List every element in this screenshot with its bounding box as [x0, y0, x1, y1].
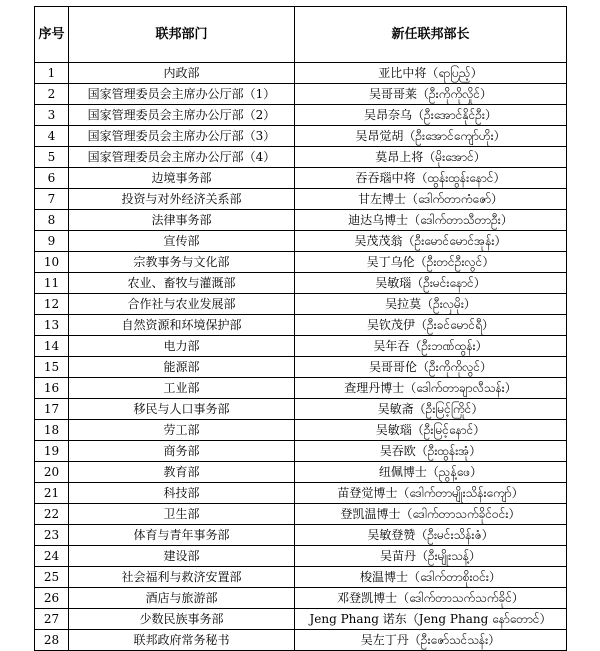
- table-row: [35, 336, 567, 357]
- minister-cell: 迪达乌博士（ဒေါက်တာသီတာဦး）: [295, 210, 567, 231]
- row-number: 10: [35, 252, 69, 273]
- header-department: 联邦部门: [69, 7, 295, 63]
- department-cell: 科技部: [69, 483, 295, 504]
- row-number: 15: [35, 357, 69, 378]
- minister-cell: 吴哥哥莱（ဦးကိုကိုလှိုင်）: [295, 84, 567, 105]
- department-cell: 移民与人口事务部: [69, 399, 295, 420]
- minister-cell: 吴昂觉胡（ဦးအောင်ကျော်ဟိုး）: [295, 126, 567, 147]
- row-number: 27: [35, 609, 69, 630]
- table-row: [35, 105, 567, 126]
- department-cell: 教育部: [69, 462, 295, 483]
- department-cell: 国家管理委员会主席办公厅部（2）: [69, 105, 295, 126]
- table-row: [35, 210, 567, 231]
- ministers-table: [34, 6, 567, 651]
- minister-cell: 吞吞瑙中将（ထွန်းထွန်းနောင်）: [295, 168, 567, 189]
- table-row: [35, 546, 567, 567]
- minister-cell: 吴吞欧（ဦးထွန်းအုံ）: [295, 441, 567, 462]
- minister-cell: 吴丁乌伦（ဦးတင်ဦးလွင်）: [295, 252, 567, 273]
- table-header-row: [35, 7, 567, 63]
- ministers-table-container: [34, 6, 567, 651]
- table-row: [35, 252, 567, 273]
- table-row: [35, 420, 567, 441]
- row-number: 22: [35, 504, 69, 525]
- minister-cell: 吴敏瑙（ဦးမင်းနောင်）: [295, 273, 567, 294]
- department-cell: 能源部: [69, 357, 295, 378]
- department-cell: 自然资源和环境保护部: [69, 315, 295, 336]
- department-cell: 宗教事务与文化部: [69, 252, 295, 273]
- minister-cell: 吴敏斋（ဦးမြင့်ကြိုင်）: [295, 399, 567, 420]
- row-number: 14: [35, 336, 69, 357]
- department-cell: 农业、畜牧与灌溉部: [69, 273, 295, 294]
- minister-cell: 吴哥哥伦（ဦးကိုကိုလွင်）: [295, 357, 567, 378]
- row-number: 20: [35, 462, 69, 483]
- minister-cell: 莫昂上将（မိုးအောင်）: [295, 147, 567, 168]
- minister-cell: 吴昂奈乌（ဦးအောင်နိုင်ဦး）: [295, 105, 567, 126]
- table-row: [35, 147, 567, 168]
- table-row: [35, 378, 567, 399]
- minister-cell: 吴年吞（ဦးဘဏ်ထွန်း）: [295, 336, 567, 357]
- row-number: 12: [35, 294, 69, 315]
- row-number: 19: [35, 441, 69, 462]
- minister-cell: 纽佩博士（ညွန့်ဖေ）: [295, 462, 567, 483]
- row-number: 5: [35, 147, 69, 168]
- row-number: 8: [35, 210, 69, 231]
- department-cell: 体育与青年事务部: [69, 525, 295, 546]
- table-row: [35, 315, 567, 336]
- row-number: 13: [35, 315, 69, 336]
- table-row: [35, 231, 567, 252]
- table-row: [35, 588, 567, 609]
- department-cell: 边境事务部: [69, 168, 295, 189]
- department-cell: 宣传部: [69, 231, 295, 252]
- table-row: [35, 504, 567, 525]
- row-number: 24: [35, 546, 69, 567]
- row-number: 3: [35, 105, 69, 126]
- row-number: 17: [35, 399, 69, 420]
- department-cell: 国家管理委员会主席办公厅部（1）: [69, 84, 295, 105]
- department-cell: 联邦政府常务秘书: [69, 630, 295, 651]
- row-number: 16: [35, 378, 69, 399]
- row-number: 6: [35, 168, 69, 189]
- department-cell: 建设部: [69, 546, 295, 567]
- minister-cell: 甘左博士（ဒေါက်တာကံဇော်）: [295, 189, 567, 210]
- table-row: [35, 273, 567, 294]
- table-row: [35, 84, 567, 105]
- department-cell: 投资与对外经济关系部: [69, 189, 295, 210]
- table-row: [35, 168, 567, 189]
- table-row: [35, 126, 567, 147]
- table-row: [35, 441, 567, 462]
- row-number: 23: [35, 525, 69, 546]
- department-cell: 商务部: [69, 441, 295, 462]
- department-cell: 卫生部: [69, 504, 295, 525]
- department-cell: 社会福利与救济安置部: [69, 567, 295, 588]
- header-number: 序号: [35, 7, 69, 63]
- minister-cell: 亚比中将（ရာပြည့်）: [295, 63, 567, 84]
- table-row: [35, 525, 567, 546]
- row-number: 11: [35, 273, 69, 294]
- row-number: 28: [35, 630, 69, 651]
- table-row: [35, 399, 567, 420]
- minister-cell: 苗登觉博士（ဒေါက်တာမျိုးသိန်းကျော်）: [295, 483, 567, 504]
- department-cell: 合作社与农业发展部: [69, 294, 295, 315]
- row-number: 18: [35, 420, 69, 441]
- table-row: [35, 63, 567, 84]
- minister-cell: Jeng Phang 诺东（Jeng Phang နော်တောင်）: [295, 609, 567, 630]
- table-body: [35, 63, 567, 651]
- department-cell: 国家管理委员会主席办公厅部（4）: [69, 147, 295, 168]
- minister-cell: 吴左丁丹（ဦးဇော်သင်သန်း）: [295, 630, 567, 651]
- department-cell: 电力部: [69, 336, 295, 357]
- row-number: 1: [35, 63, 69, 84]
- minister-cell: 登凯温博士（ဒေါက်တာသက်ခိုင်ဝင်း）: [295, 504, 567, 525]
- minister-cell: 吴茂茂翁（ဦးမောင်မောင်အုန်း）: [295, 231, 567, 252]
- department-cell: 酒店与旅游部: [69, 588, 295, 609]
- minister-cell: 吴钦茂伊（ဦးခင်မောင်ရီ）: [295, 315, 567, 336]
- table-row: [35, 609, 567, 630]
- row-number: 26: [35, 588, 69, 609]
- minister-cell: 查理丹博士（ဒေါက်တာချာလီသန်း）: [295, 378, 567, 399]
- row-number: 7: [35, 189, 69, 210]
- row-number: 2: [35, 84, 69, 105]
- table-row: [35, 189, 567, 210]
- row-number: 21: [35, 483, 69, 504]
- department-cell: 内政部: [69, 63, 295, 84]
- department-cell: 法律事务部: [69, 210, 295, 231]
- table-row: [35, 357, 567, 378]
- row-number: 9: [35, 231, 69, 252]
- table-row: [35, 483, 567, 504]
- row-number: 4: [35, 126, 69, 147]
- minister-cell: 吴敏瑙（ဦးမြင့်နောင်）: [295, 420, 567, 441]
- header-minister: 新任联邦部长: [295, 7, 567, 63]
- department-cell: 劳工部: [69, 420, 295, 441]
- minister-cell: 吴苗丹（ဦးမျိုးသန့်）: [295, 546, 567, 567]
- minister-cell: 吴敏登赞（ဦးမင်းသိန်းဇံ）: [295, 525, 567, 546]
- department-cell: 工业部: [69, 378, 295, 399]
- table-row: [35, 294, 567, 315]
- table-row: [35, 462, 567, 483]
- minister-cell: 梭温博士（ဒေါက်တာစိုးဝင်း）: [295, 567, 567, 588]
- department-cell: 国家管理委员会主席办公厅部（3）: [69, 126, 295, 147]
- department-cell: 少数民族事务部: [69, 609, 295, 630]
- table-row: [35, 567, 567, 588]
- minister-cell: 邓登凯博士（ဒေါက်တာသက်သက်ခိုင်）: [295, 588, 567, 609]
- minister-cell: 吴拉莫（ဦးလှမိုး）: [295, 294, 567, 315]
- row-number: 25: [35, 567, 69, 588]
